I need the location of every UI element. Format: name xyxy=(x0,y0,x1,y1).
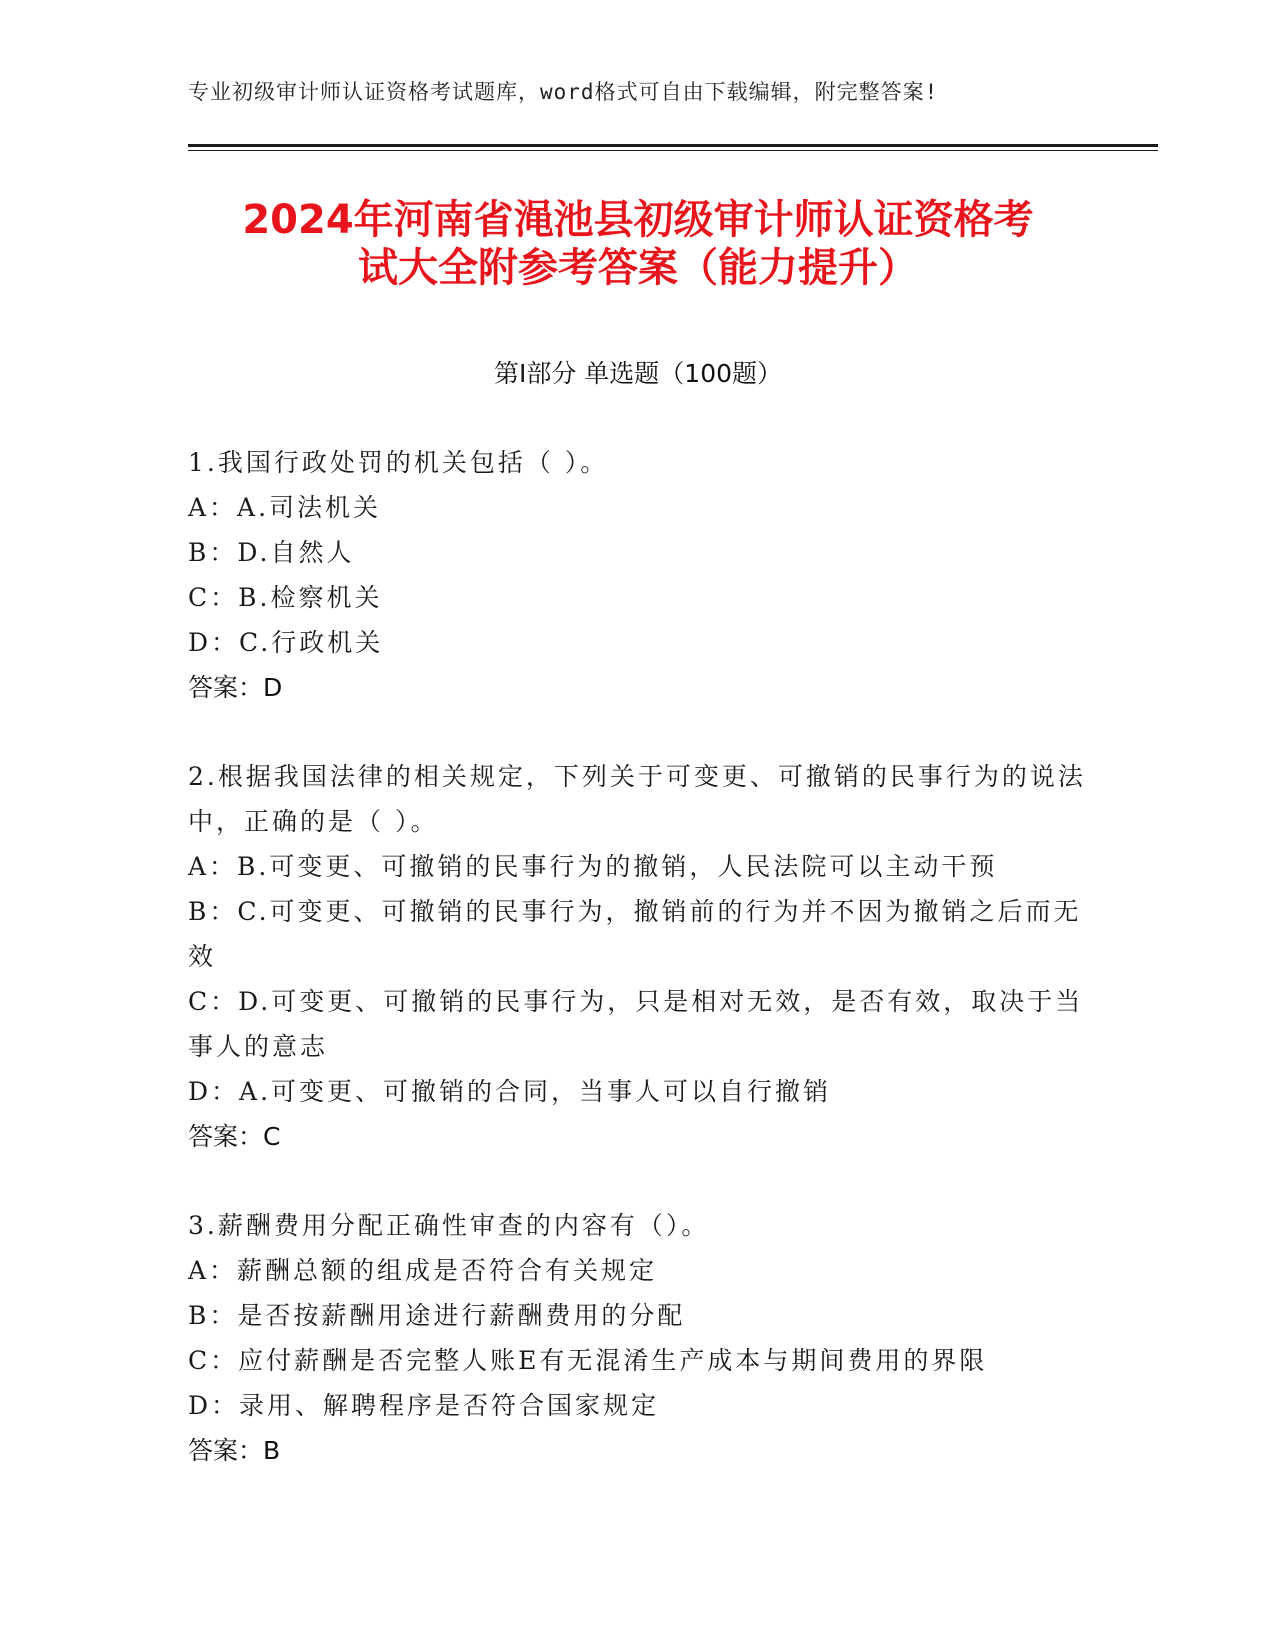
question-stem: 1.我国行政处罚的机关包括（ ）。 xyxy=(188,448,609,477)
option-d: D：A.可变更、可撤销的合同，当事人可以自行撤销 xyxy=(188,1077,832,1106)
question-1 xyxy=(188,440,1088,710)
option-a: A：A.司法机关 xyxy=(188,493,382,522)
question-stem: 3.薪酬费用分配正确性审查的内容有（）。 xyxy=(188,1211,710,1240)
header-divider-thick xyxy=(188,144,1158,147)
option-d: D：录用、解聘程序是否符合国家规定 xyxy=(188,1391,660,1420)
option-d: D：C.行政机关 xyxy=(188,628,384,657)
option-a: A：B.可变更、可撤销的民事行为的撤销，人民法院可以主动干预 xyxy=(188,852,998,881)
question-stem: 2.根据我国法律的相关规定，下列关于可变更、可撤销的民事行为的说法中，正确的是（ ）。 xyxy=(188,762,1086,836)
document-title xyxy=(188,196,1088,292)
answer-line: 答案：D xyxy=(188,673,283,702)
option-c: C：D.可变更、可撤销的民事行为，只是相对无效，是否有效，取决于当事人的意志 xyxy=(188,987,1084,1061)
answer-line: 答案：C xyxy=(188,1122,281,1151)
section-title: 第Ⅰ部分 单选题（100题） xyxy=(493,359,783,388)
option-c: C：B.检察机关 xyxy=(188,583,383,612)
question-2 xyxy=(188,754,1088,1159)
document-title-line-1: 2024年河南省渑池县初级审计师认证资格考 xyxy=(242,197,1034,243)
question-list xyxy=(188,440,1088,1517)
answer-line: 答案：B xyxy=(188,1436,281,1465)
option-a: A：薪酬总额的组成是否符合有关规定 xyxy=(188,1256,658,1285)
option-c: C：应付薪酬是否完整人账E有无混淆生产成本与期间费用的界限 xyxy=(188,1346,988,1375)
option-b: B：是否按薪酬用途进行薪酬费用的分配 xyxy=(188,1301,686,1330)
question-3 xyxy=(188,1203,1088,1473)
header-note: 专业初级审计师认证资格考试题库，word格式可自由下载编辑，附完整答案! xyxy=(188,80,939,104)
option-b: B：C.可变更、可撤销的民事行为，撤销前的行为并不因为撤销之后而无效 xyxy=(188,897,1082,971)
option-b: B：D.自然人 xyxy=(188,538,355,567)
document-title-line-2: 试大全附参考答案（能力提升） xyxy=(358,245,918,291)
header-divider-thin xyxy=(188,150,1158,151)
